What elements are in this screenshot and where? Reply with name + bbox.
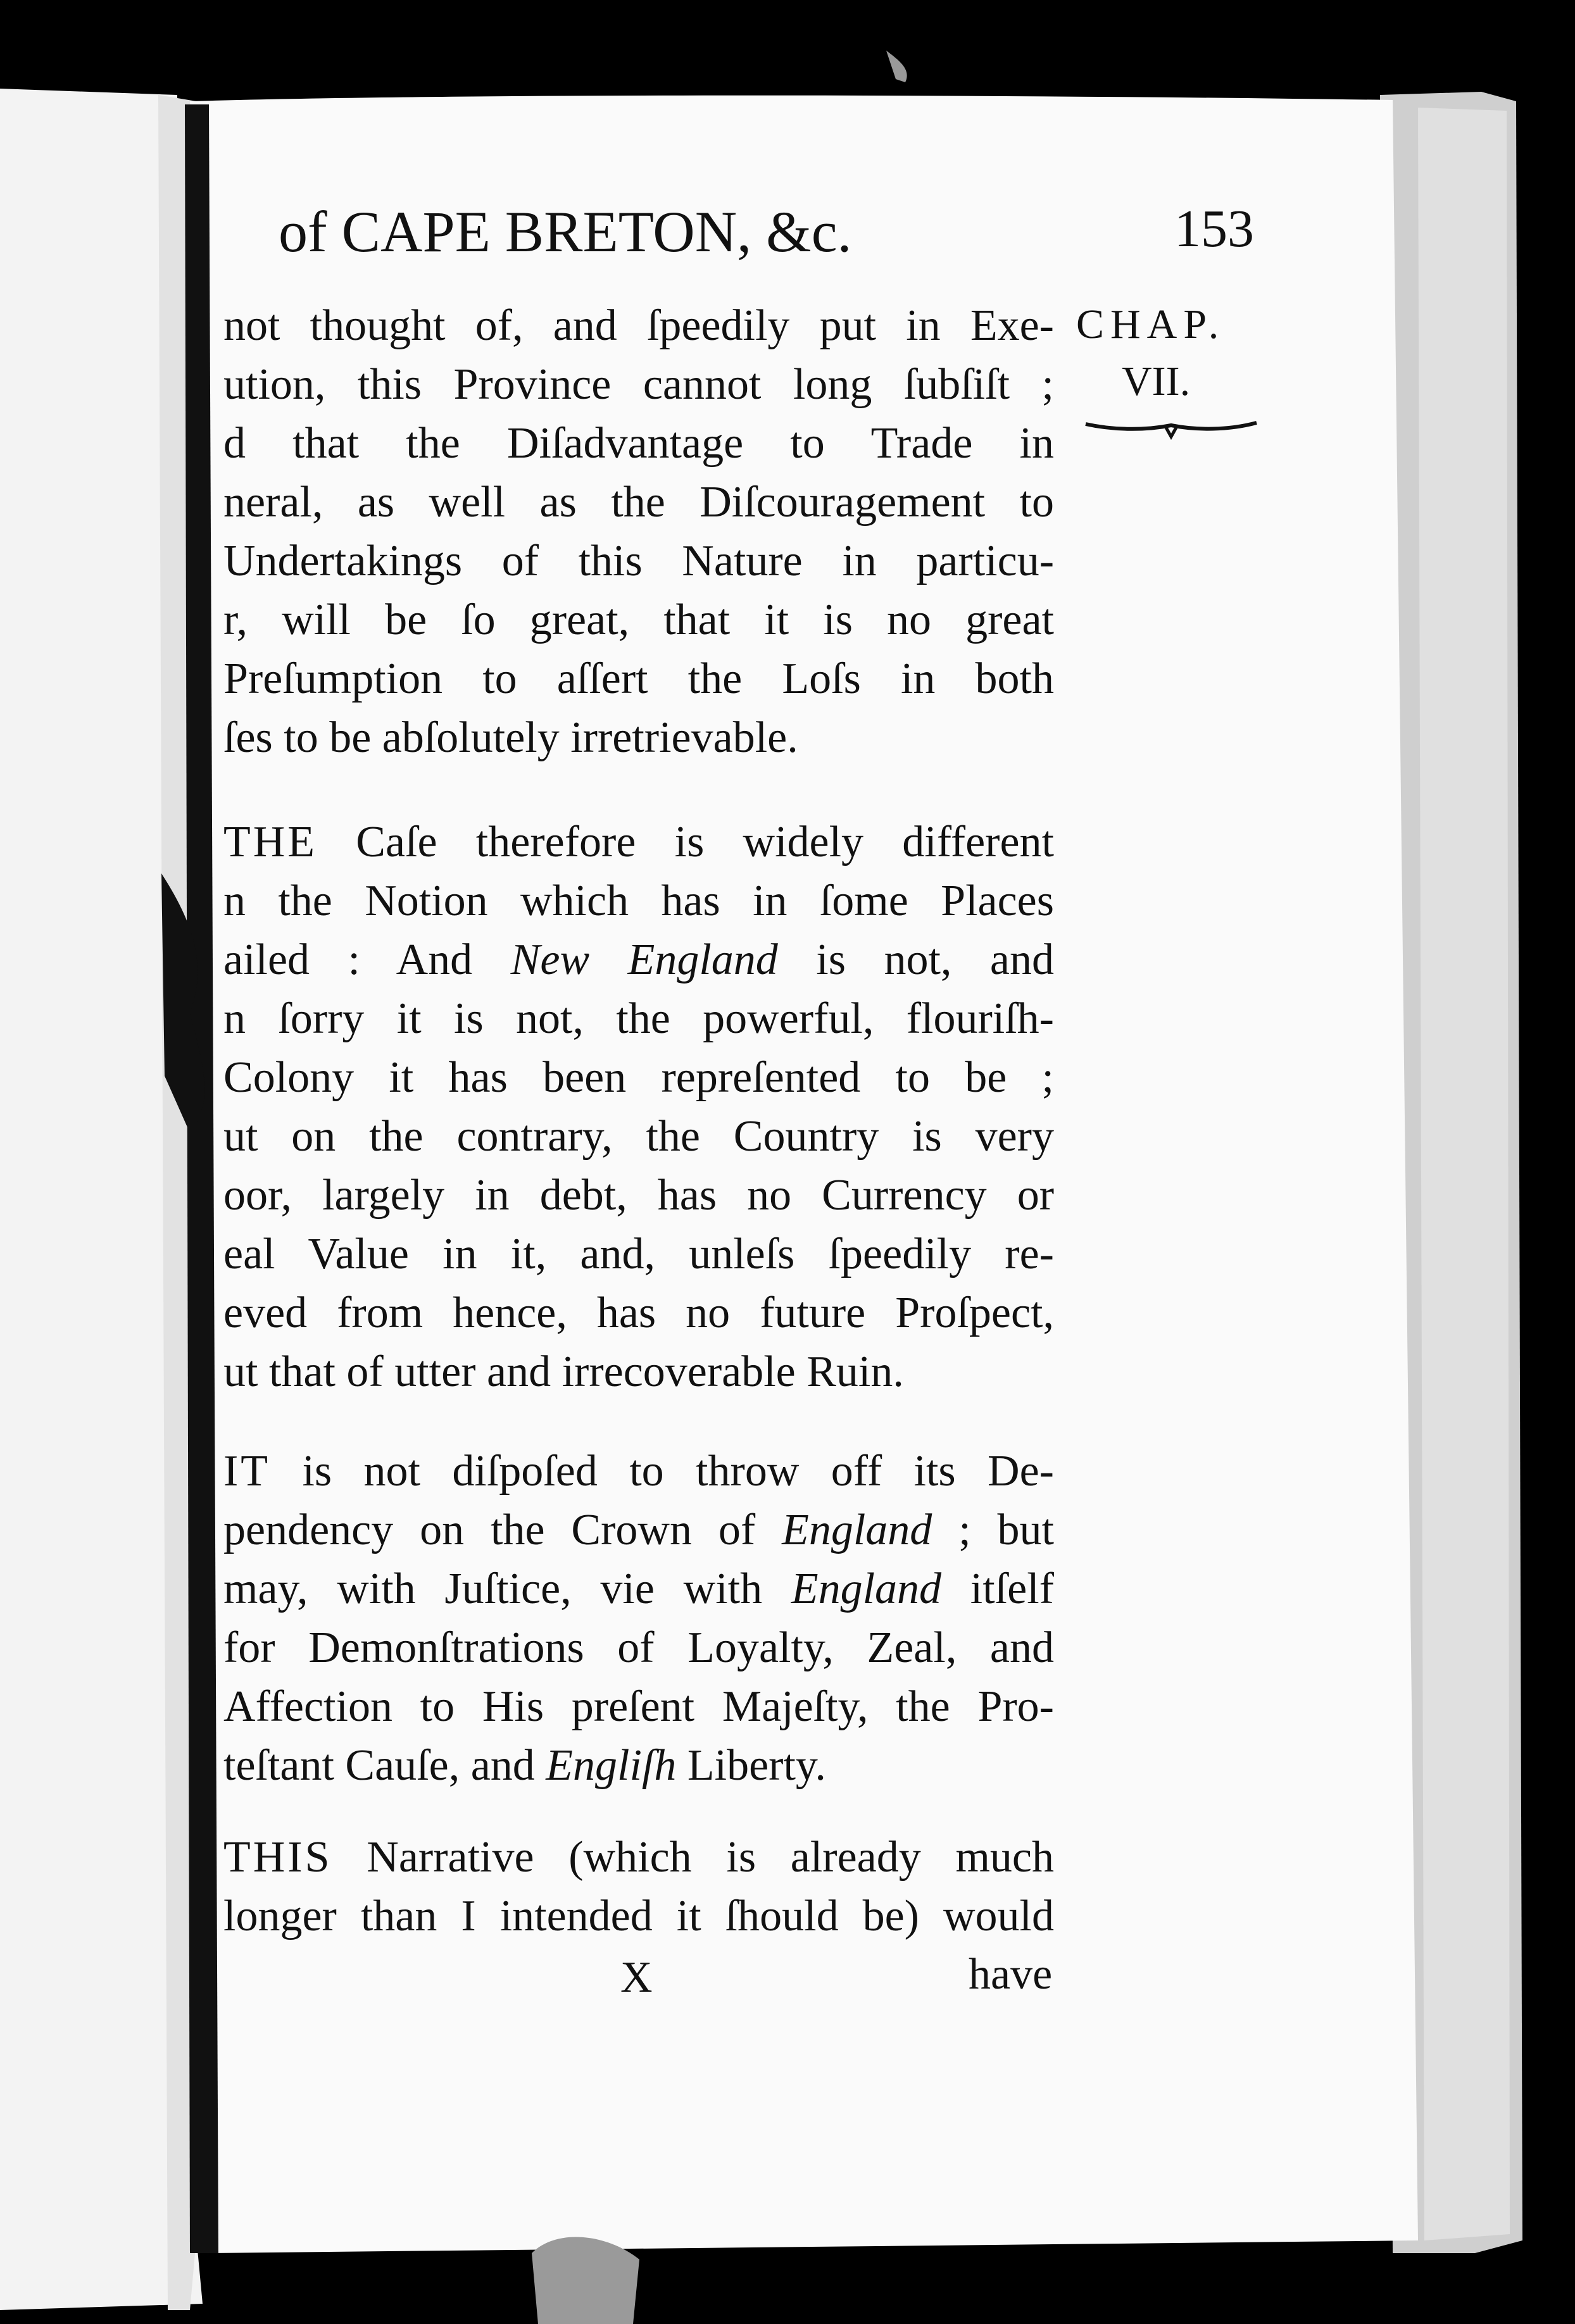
chapter-flourish	[1082, 411, 1260, 443]
catchword: have	[969, 1950, 1053, 1999]
text-line: Caſe therefore is widely different	[317, 818, 1054, 866]
text-line: longer than I intended it ſhould be) would	[223, 1892, 1054, 1940]
text-line: n the Notion which has in ſome Places	[223, 877, 1054, 925]
text-line: teſtant Cauſe, and Engliſh Liberty.	[223, 1741, 826, 1790]
text-line: Narrative (which is already much	[332, 1833, 1054, 1882]
page-number: 153	[1174, 199, 1254, 258]
text-line: eal Value in it, and, unleſs ſpeedily re-	[223, 1230, 1054, 1278]
chapter-label: CHAP.	[1076, 301, 1226, 347]
paragraph-lead: IT	[223, 1447, 271, 1496]
text-line: r, will be ſo great, that it is no great	[223, 596, 1054, 644]
text-line: Undertakings of this Nature in particu-	[223, 537, 1054, 585]
text-line: Colony it has been repreſented to be ;	[223, 1053, 1054, 1102]
signature-mark: X	[620, 1953, 653, 2002]
text-line: Affection to His preſent Majeſty, the Pro-	[223, 1682, 1054, 1731]
text-line: n ſorry it is not, the powerful, flouriſh-	[223, 994, 1054, 1043]
text-line: is not diſpoſed to throw off its De-	[270, 1447, 1054, 1496]
text-line: Preſumption to aſſert the Loſs in both	[223, 654, 1054, 703]
stain-bottom	[532, 2237, 639, 2324]
chapter-number: VII.	[1122, 358, 1191, 404]
text-line: pendency on the Crown of England ; but	[223, 1506, 1054, 1554]
text-line: eved from hence, has no future Proſpect,	[223, 1289, 1054, 1337]
text-line: for Demonſtrations of Loyalty, Zeal, and	[223, 1623, 1054, 1672]
text-line: may, with Juſtice, vie with England itſelf	[223, 1565, 1054, 1613]
paragraph-first-line	[223, 1449, 1054, 1494]
text-line: d that the Diſadvantage to Trade in	[223, 419, 1054, 468]
paragraph-lead: THE	[223, 818, 318, 866]
paragraph-first-line	[223, 1835, 1054, 1880]
text-line: neral, as well as the Diſcouragement to	[223, 478, 1054, 527]
text-line: not thought of, and ſpeedily put in Exe-	[223, 301, 1054, 350]
text-line: ut on the contrary, the Country is very	[223, 1112, 1054, 1161]
running-title: of CAPE BRETON, &c.	[279, 199, 852, 264]
paragraph-first-line	[223, 820, 1054, 865]
paragraph-lead: THIS	[223, 1833, 332, 1882]
text-line: oor, largely in debt, has no Currency or	[223, 1171, 1054, 1220]
text-line: ut that of utter and irrecoverable Ruin.	[223, 1347, 904, 1396]
text-line: ution, this Province cannot long ſubſiſt ;	[223, 360, 1054, 409]
text-line: ſes to be abſolutely irretrievable.	[223, 713, 798, 762]
text-line: ailed : And New England is not, and	[223, 935, 1054, 984]
